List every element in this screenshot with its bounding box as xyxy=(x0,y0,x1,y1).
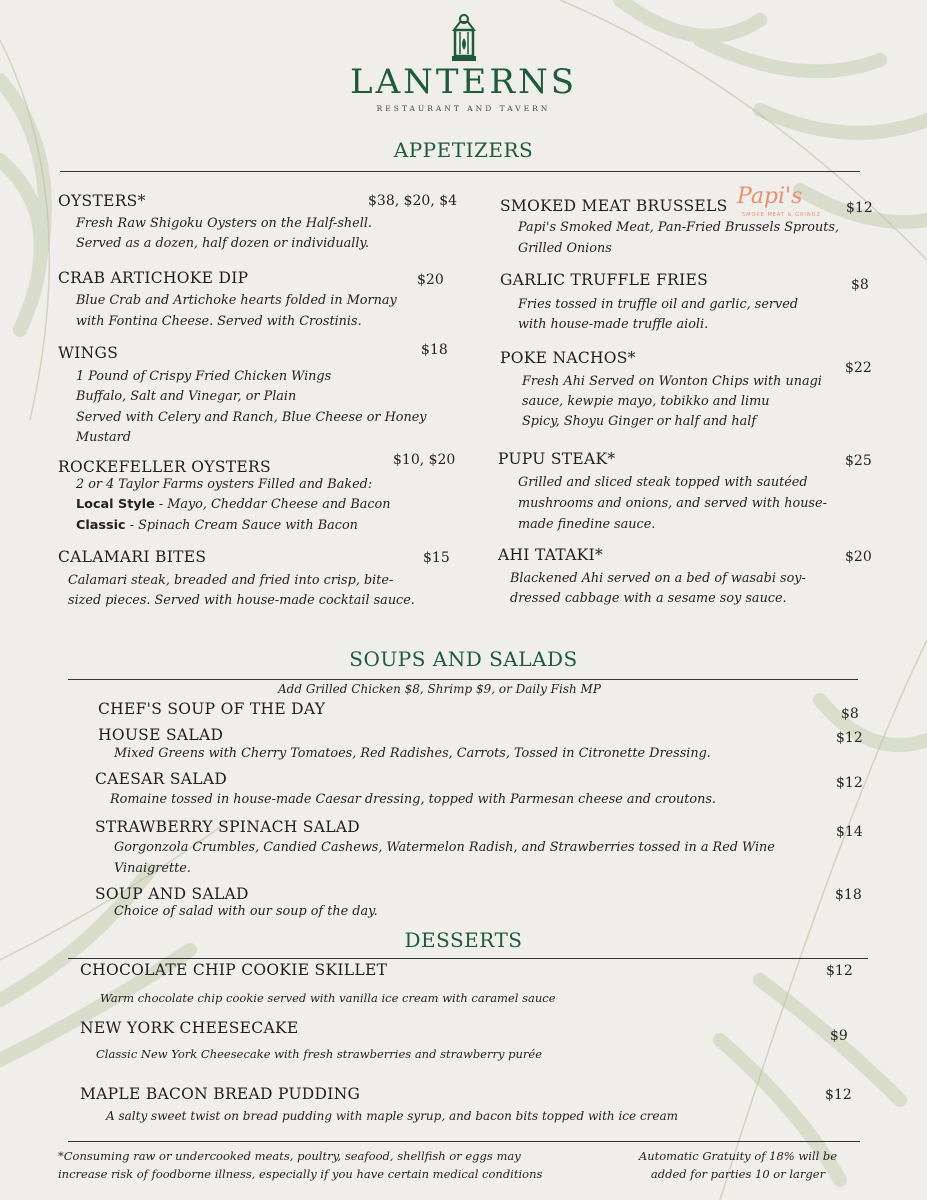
menu-item-price: $12 xyxy=(836,775,863,791)
soups-divider xyxy=(68,679,858,680)
menu-item-desc: Mustard xyxy=(76,430,131,445)
desserts-divider xyxy=(68,958,868,959)
menu-item-desc: Fresh Raw Shigoku Oysters on the Half-shell. xyxy=(76,216,373,231)
restaurant-tagline: RESTAURANT AND TAVERN xyxy=(376,104,551,113)
menu-item-desc: Choice of salad with our soup of the day. xyxy=(114,904,378,919)
menu-item-price: $10, $20 xyxy=(393,452,456,468)
menu-item-price: $18 xyxy=(835,887,862,903)
menu-item-desc: sized pieces. Served with house-made cocktail sauce. xyxy=(68,593,415,608)
menu-item-name: CHOCOLATE CHIP COOKIE SKILLET xyxy=(80,961,388,979)
menu-item-name: POKE NACHOS* xyxy=(500,349,636,367)
footer-divider xyxy=(68,1141,860,1142)
menu-item-desc: A salty sweet twist on bread pudding with maple syrup, and bacon bits topped with ice cream xyxy=(106,1109,679,1123)
menu-item-price: $25 xyxy=(845,453,872,469)
menu-item-desc: Blue Crab and Artichoke hearts folded in Mornay xyxy=(76,293,397,308)
menu-item-name: ROCKEFELLER OYSTERS xyxy=(58,458,271,476)
menu-item-desc: Fresh Ahi Served on Wonton Chips with unagi xyxy=(522,374,822,389)
menu-item-name: CALAMARI BITES xyxy=(58,548,207,566)
soups-salads-heading: SOUPS AND SALADS xyxy=(349,647,578,671)
menu-item-desc: Gorgonzola Crumbles, Candied Cashews, Watermelon Radish, and Strawberries tossed in a Red Wine xyxy=(114,840,775,855)
menu-item-desc: with house-made truffle aioli. xyxy=(518,317,709,332)
desserts-heading: DESSERTS xyxy=(404,928,523,952)
menu-item-desc: Mixed Greens with Cherry Tomatoes, Red Radishes, Carrots, Tossed in Citronette Dressing. xyxy=(114,746,711,761)
menu-item-price: $9 xyxy=(830,1028,848,1044)
menu-item-desc: made finedine sauce. xyxy=(518,517,656,532)
menu-item-name: AHI TATAKI* xyxy=(498,546,604,564)
menu-item-price: $22 xyxy=(845,360,872,376)
menu-item-desc: Blackened Ahi served on a bed of wasabi soy- xyxy=(510,571,806,586)
menu-item-name: CRAB ARTICHOKE DIP xyxy=(58,269,249,287)
menu-item-price: $15 xyxy=(423,550,450,566)
add-protein-note: Add Grilled Chicken $8, Shrimp $9, or Daily Fish MP xyxy=(278,682,601,696)
menu-item-desc: with Fontina Cheese. Served with Crostinis. xyxy=(76,314,362,329)
papis-logo-subtitle: SMOKE MEAT & GRINDZ xyxy=(742,212,821,218)
menu-item-price: $12 xyxy=(825,1087,852,1103)
menu-item-name: CAESAR SALAD xyxy=(95,770,228,788)
restaurant-name: LANTERNS xyxy=(349,62,578,102)
menu-item-name: STRAWBERRY SPINACH SALAD xyxy=(95,818,361,836)
menu-item-desc: Grilled Onions xyxy=(518,241,612,256)
menu-item-name: MAPLE BACON BREAD PUDDING xyxy=(80,1085,361,1103)
menu-item-price: $8 xyxy=(851,277,869,293)
gratuity-note: Automatic Gratuity of 18% will be added for parties 10 or larger xyxy=(638,1149,838,1181)
menu-item-name: SMOKED MEAT BRUSSELS xyxy=(500,197,728,215)
menu-item-desc: Served with Celery and Ranch, Blue Cheese or Honey xyxy=(76,410,427,425)
papis-logo: Papi's xyxy=(737,184,803,209)
classic-style-line: Classic - Spinach Cream Sauce with Bacon xyxy=(76,518,358,533)
menu-item-desc: Served as a dozen, half dozen or individually. xyxy=(76,236,370,251)
menu-item-desc: Warm chocolate chip cookie served with vanilla ice cream with caramel sauce xyxy=(100,991,556,1005)
menu-item-desc: 2 or 4 Taylor Farms oysters Filled and Baked: xyxy=(76,477,373,492)
menu-item-desc: Vinaigrette. xyxy=(114,861,191,876)
menu-item-name: GARLIC TRUFFLE FRIES xyxy=(500,271,709,289)
menu-item-desc: Classic New York Cheesecake with fresh strawberries and strawberry purée xyxy=(96,1047,543,1061)
menu-item-price: $14 xyxy=(836,824,863,840)
menu-item-desc: Papi's Smoked Meat, Pan-Fried Brussels Sprouts, xyxy=(518,220,840,235)
menu-item-desc: Spicy, Shoyu Ginger or half and half xyxy=(522,414,757,429)
menu-item-name: CHEF'S SOUP OF THE DAY xyxy=(98,700,326,718)
appetizers-heading: APPETIZERS xyxy=(393,138,534,162)
menu-item-desc: Grilled and sliced steak topped with sautéed xyxy=(518,475,808,490)
menu-item-desc: mushrooms and onions, and served with house- xyxy=(518,496,827,511)
menu-item-price: $20 xyxy=(845,549,872,565)
menu-item-desc: 1 Pound of Crispy Fried Chicken Wings xyxy=(76,369,332,384)
menu-item-desc: sauce, kewpie mayo, tobikko and limu xyxy=(522,394,770,409)
menu-item-name: WINGS xyxy=(58,344,119,362)
menu-item-desc: Romaine tossed in house-made Caesar dressing, topped with Parmesan cheese and croutons. xyxy=(110,792,717,807)
menu-item-name: NEW YORK CHEESECAKE xyxy=(80,1019,299,1037)
menu-item-price: $12 xyxy=(836,730,863,746)
menu-item-name: OYSTERS* xyxy=(58,192,146,210)
menu-item-price: $20 xyxy=(417,272,444,288)
menu-item-name: PUPU STEAK* xyxy=(498,450,616,468)
menu-item-price: $12 xyxy=(826,963,853,979)
menu-item-price: $18 xyxy=(421,342,448,358)
menu-item-name: SOUP AND SALAD xyxy=(95,885,249,903)
foodborne-disclaimer: *Consuming raw or undercooked meats, poultry, seafood, shellfish or eggs may increase risk of foodborne illness, especially if you have certain medical conditions xyxy=(58,1149,543,1181)
menu-item-name: HOUSE SALAD xyxy=(98,726,224,744)
menu-item-desc: Buffalo, Salt and Vinegar, or Plain xyxy=(76,389,297,404)
menu-item-desc: Fries tossed in truffle oil and garlic, served xyxy=(518,297,799,312)
appetizers-divider xyxy=(60,171,860,172)
menu-item-price: $38, $20, $4 xyxy=(368,193,458,209)
local-style-line: Local Style - Mayo, Cheddar Cheese and Bacon xyxy=(76,497,391,512)
menu-item-price: $12 xyxy=(846,200,873,216)
menu-item-desc: dressed cabbage with a sesame soy sauce. xyxy=(510,591,787,606)
lantern-logo-icon xyxy=(447,14,481,66)
menu-item-desc: Calamari steak, breaded and fried into crisp, bite- xyxy=(68,573,394,588)
menu-item-price: $8 xyxy=(841,706,859,722)
